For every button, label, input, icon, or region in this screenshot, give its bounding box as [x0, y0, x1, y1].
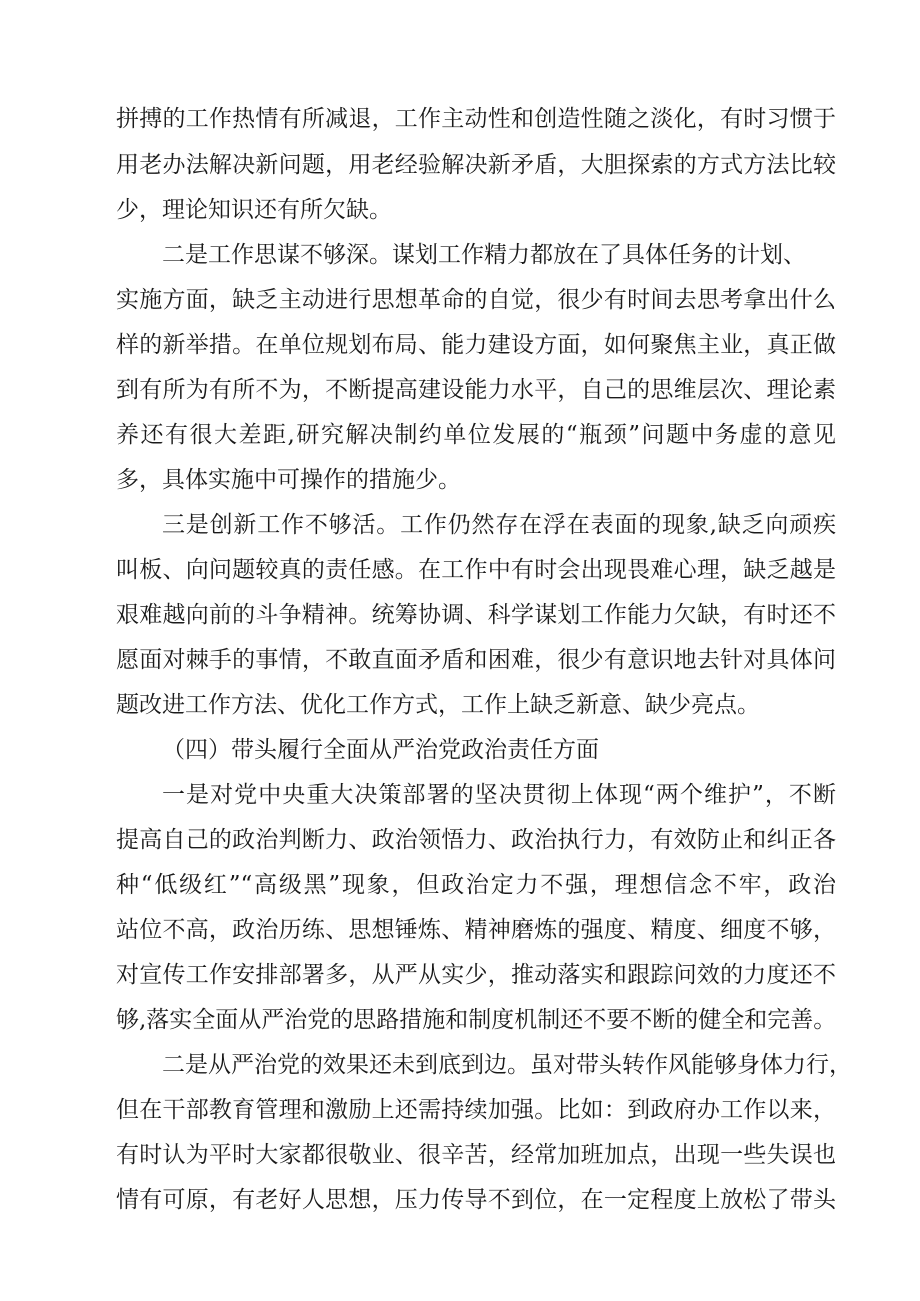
text-line: 用老办法解决新问题，用老经验解决新矛盾，大胆探索的方式方法比较: [116, 152, 836, 178]
section-heading: （四）带头履行全面从严治党政治责任方面: [162, 737, 599, 763]
text-line: 艰难越向前的斗争精神。统筹协调、科学谋划工作能力欠缺，有时还不: [116, 602, 836, 628]
text-line: 有时认为平时大家都很敬业、很辛苦，经常加班加点，出现一些失误也: [116, 1142, 836, 1168]
text-line: 愿面对棘手的事情，不敢直面矛盾和困难，很少有意识地去针对具体问: [116, 647, 836, 673]
text-line: 叫板、向问题较真的责任感。在工作中有时会出现畏难心理，缺乏越是: [116, 557, 836, 583]
text-line: 样的新举措。在单位规划布局、能力建设方面，如何聚焦主业，真正做: [116, 332, 836, 358]
text-line: 养还有很大差距,研究解决制约单位发展的“瓶颈”问题中务虚的意见: [116, 422, 836, 448]
text-line: 但在干部教育管理和激励上还需持续加强。比如：到政府办工作以来，: [116, 1097, 836, 1123]
text-line: 站位不高，政治历练、思想锤炼、精神磨炼的强度、精度、细度不够，: [116, 917, 836, 943]
paragraph-start-line: 二是从严治党的效果还未到底到边。虽对带头转作风能够身体力行，: [162, 1052, 852, 1078]
text-line: 少，理论知识还有所欠缺。: [116, 197, 392, 223]
text-line: 实施方面，缺乏主动进行思想革命的自觉，很少有时间去思考拿出什么: [116, 287, 836, 313]
text-line: 够,落实全面从严治党的思路措施和制度机制还不要不断的健全和完善。: [116, 1007, 837, 1033]
paragraph-start-line: 二是工作思谋不够深。谋划工作精力都放在了具体任务的计划、: [162, 242, 806, 268]
text-line: 多，具体实施中可操作的措施少。: [116, 467, 461, 493]
text-line: 拼搏的工作热情有所减退，工作主动性和创造性随之淡化，有时习惯于: [116, 106, 836, 132]
text-line: 题改进工作方法、优化工作方式，工作上缺乏新意、缺少亮点。: [116, 692, 760, 718]
text-line: 种“低级红”“高级黑”现象，但政治定力不强，理想信念不牢，政治: [116, 872, 836, 898]
text-line: 情有可原，有老好人思想，压力传导不到位，在一定程度上放松了带头: [116, 1187, 836, 1213]
paragraph-start-line: 三是创新工作不够活。工作仍然存在浮在表面的现象,缺乏向顽疾: [162, 512, 836, 538]
text-line: 提高自己的政治判断力、政治领悟力、政治执行力，有效防止和纠正各: [116, 827, 836, 853]
paragraph-start-line: 一是对党中央重大决策部署的坚决贯彻上体现“两个维护”，不断: [162, 782, 836, 808]
text-line: 对宣传工作安排部署多，从严从实少，推动落实和跟踪问效的力度还不: [116, 962, 836, 988]
text-line: 到有所为有所不为，不断提高建设能力水平，自己的思维层次、理论素: [116, 377, 836, 403]
